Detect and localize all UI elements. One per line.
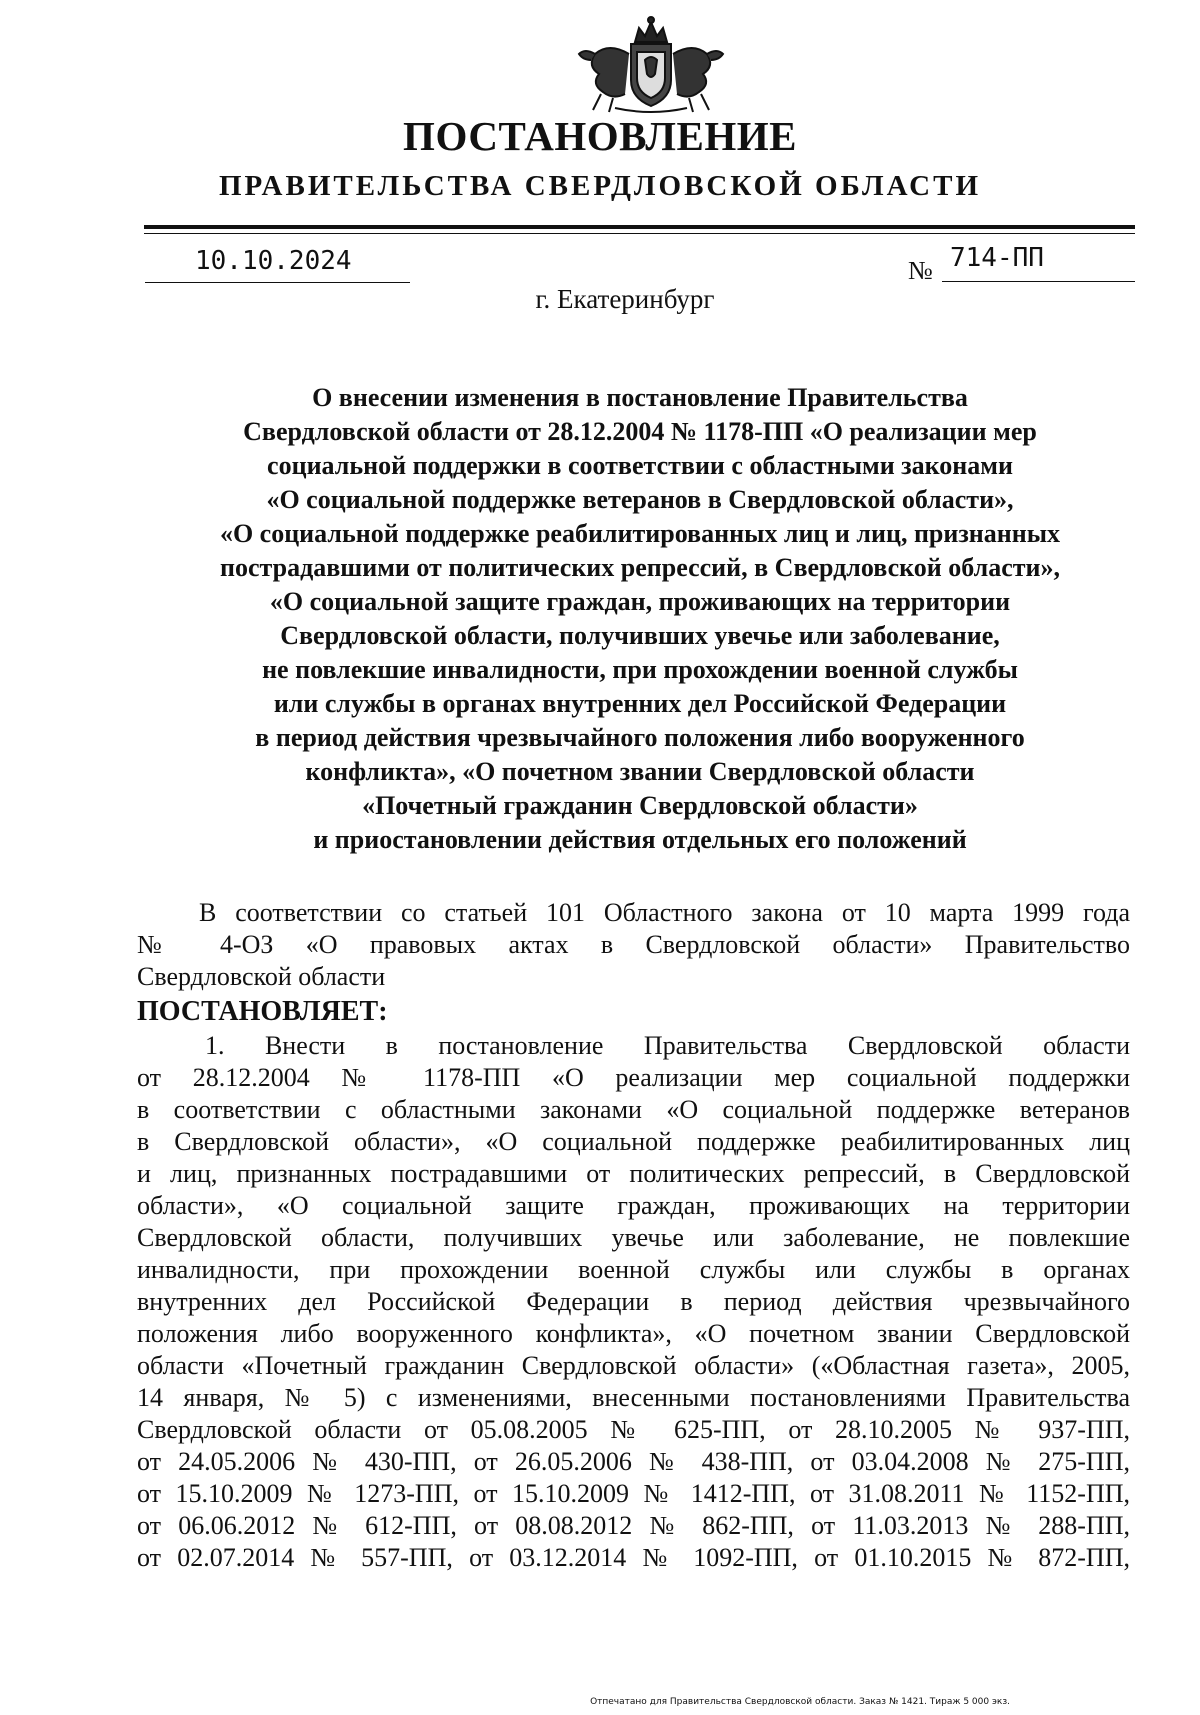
item-line: в Свердловской области», «О социальной поддержке реабилитированных лиц xyxy=(137,1127,1130,1156)
preamble-line: № 4-ОЗ «О правовых актах в Свердловской области» Правительство xyxy=(137,930,1130,959)
item-line: Свердловской области от 05.08.2005 № 625-ПП, от 28.10.2005 № 937-ПП, xyxy=(137,1415,1130,1444)
document-title xyxy=(150,381,1130,857)
document-type: ПОСТАНОВЛЕНИЕ xyxy=(403,113,797,159)
item-line: инвалидности, при прохождении военной службы или службы в органах xyxy=(137,1255,1130,1284)
document-date: 10.10.2024 xyxy=(195,246,352,276)
item-line: 1. Внести в постановление Правительства Свердловской области xyxy=(205,1031,1130,1060)
item-1-paragraph xyxy=(137,1030,1130,1574)
item-line: области «Почетный гражданин Свердловской области» («Областная газета», 2005, xyxy=(137,1351,1130,1380)
title-line: «О социальной поддержке реабилитированных лиц и лиц, признанных xyxy=(219,519,1061,548)
title-line: Свердловской области от 28.12.2004 № 1178-ПП «О реализации мер xyxy=(243,417,1037,446)
item-line: от 02.07.2014 № 557-ПП, от 03.12.2014 № 1092-ПП, от 01.10.2015 № 872-ПП, xyxy=(137,1543,1130,1572)
number-underline xyxy=(942,281,1135,282)
item-line: положения либо вооруженного конфликта», «О почетном звании Свердловской xyxy=(137,1319,1130,1348)
title-line: «О социальной защите граждан, проживающих на территории xyxy=(269,587,1011,616)
title-line: конфликта», «О почетном звании Свердловской области xyxy=(305,757,975,786)
issuer-name: ПРАВИТЕЛЬСТВА СВЕРДЛОВСКОЙ ОБЛАСТИ xyxy=(218,170,982,202)
date-underline xyxy=(145,282,410,283)
title-line: «О социальной поддержке ветеранов в Свердловской области», xyxy=(266,485,1014,514)
item-line: Свердловской области, получивших увечье или заболевание, не повлекшие xyxy=(137,1223,1130,1252)
title-line: социальной поддержки в соответствии с областными законами xyxy=(267,451,1013,480)
document-number: 714-ПП xyxy=(950,243,1044,273)
preamble-line: В соответствии со статьей 101 Областного закона от 10 марта 1999 года xyxy=(199,898,1130,927)
item-line: от 15.10.2009 № 1273-ПП, от 15.10.2009 № 1412-ПП, от 31.08.2011 № 1152-ПП, xyxy=(137,1479,1130,1508)
decides-heading: ПОСТАНОВЛЯЕТ: xyxy=(137,996,388,1027)
item-line: от 28.12.2004 № 1178-ПП «О реализации мер социальной поддержки xyxy=(137,1063,1130,1092)
item-line: в соответствии с областными законами «О социальной поддержке ветеранов xyxy=(137,1095,1130,1124)
item-line: 14 января, № 5) с изменениями, внесенными постановлениями Правительства xyxy=(137,1383,1130,1412)
header-rule-thick xyxy=(144,225,1135,229)
coat-of-arms-icon xyxy=(565,14,737,114)
preamble-line: Свердловской области xyxy=(137,962,386,991)
title-line: Свердловской области, получивших увечье или заболевание, xyxy=(280,621,1000,650)
print-footer: Отпечатано для Правительства Свердловской области. Заказ № 1421. Тираж 5 000 экз. xyxy=(590,1697,1010,1707)
item-line: области», «О социальной защите граждан, проживающих на территории xyxy=(137,1191,1130,1220)
title-line: или службы в органах внутренних дел Российской Федерации xyxy=(273,689,1007,718)
title-line: в период действия чрезвычайного положения либо вооруженного xyxy=(255,723,1025,752)
title-line: пострадавшими от политических репрессий, в Свердловской области», xyxy=(220,553,1060,582)
title-line: О внесении изменения в постановление Правительства xyxy=(312,383,968,412)
item-line: от 06.06.2012 № 612-ПП, от 08.08.2012 № 862-ПП, от 11.03.2013 № 288-ПП, xyxy=(137,1511,1130,1540)
header-rule-thin xyxy=(144,233,1135,234)
city: г. Екатеринбург xyxy=(535,284,715,314)
title-line: «Почетный гражданин Свердловской области» xyxy=(362,791,918,820)
item-line: внутренних дел Российской Федерации в период действия чрезвычайного xyxy=(137,1287,1130,1316)
item-line: от 24.05.2006 № 430-ПП, от 26.05.2006 № 438-ПП, от 03.04.2008 № 275-ПП, xyxy=(137,1447,1130,1476)
preamble-paragraph xyxy=(137,897,1130,993)
item-line: и лиц, признанных пострадавшими от политических репрессий, в Свердловской xyxy=(137,1159,1130,1188)
number-sign: № xyxy=(908,256,933,285)
title-line: и приостановлении действия отдельных его положений xyxy=(313,825,967,854)
title-line: не повлекшие инвалидности, при прохождении военной службы xyxy=(262,655,1018,684)
